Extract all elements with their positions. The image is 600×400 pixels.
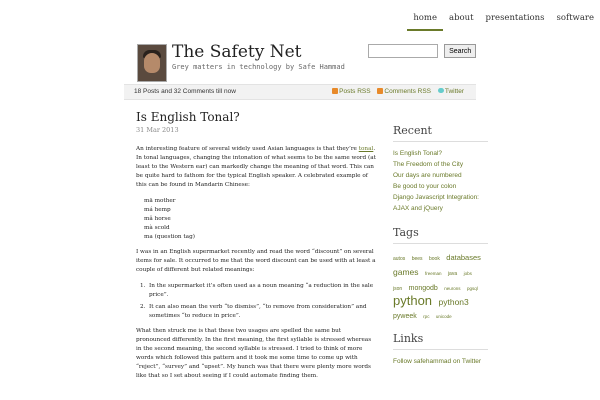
list-item: ma (question tag) bbox=[144, 234, 195, 240]
recent-heading: Recent bbox=[393, 124, 432, 137]
post-paragraph: What then struck me is that these two usages are spelled the same but pronounced differently. In the first meaning, the first syllable is stressed whereas in the second meaning, the second syllable is stressed. I tried to think of more words which followed this pattern and it took me some time to come up with “reject”, “survey” and “upset”. My hunch was that there were plenty more words like that so I set about seeing if I could automate finding them. bbox=[136, 328, 372, 379]
divider bbox=[393, 349, 488, 350]
tag-link[interactable]: json bbox=[393, 286, 403, 292]
recent-post-link[interactable]: The Freedom of the City bbox=[393, 161, 464, 168]
tag-link[interactable]: autos bbox=[393, 256, 406, 262]
list-item: 2. It can also mean the verb “to dismiss”, “to remove from consideration” and sometimes “to reduce in price”. bbox=[140, 304, 367, 319]
nav-software[interactable]: software bbox=[556, 13, 594, 23]
blog-post bbox=[136, 110, 376, 388]
tag-link[interactable]: python bbox=[393, 293, 433, 308]
tag-link[interactable]: rpc bbox=[423, 314, 430, 319]
twitter-icon bbox=[438, 88, 444, 93]
post-comment-count: 18 Posts and 32 Comments till now bbox=[134, 88, 236, 95]
recent-post-link[interactable]: Our days are numbered bbox=[393, 172, 462, 179]
divider bbox=[393, 141, 488, 142]
search-input[interactable] bbox=[368, 44, 438, 58]
tag-link[interactable]: mongodb bbox=[408, 285, 438, 292]
sidebar bbox=[393, 124, 488, 368]
links-list bbox=[393, 356, 488, 368]
tag-link[interactable]: unicode bbox=[435, 314, 452, 319]
site-tagline: Grey matters in technology by Safe Hammad bbox=[172, 63, 345, 71]
recent-post-link[interactable]: Be good to your colon bbox=[393, 183, 457, 190]
post-paragraph: I was in an English supermarket recently and read the word “discount” on several items for sale. It occurred to me that the word discount can be used with at least a couple of different but related meanings: bbox=[136, 249, 376, 273]
post-body bbox=[136, 145, 376, 381]
tag-cloud bbox=[393, 250, 488, 322]
list-item: má hemp bbox=[144, 207, 171, 213]
rss-icon bbox=[332, 88, 338, 94]
search-form bbox=[368, 44, 476, 63]
meaning-list bbox=[136, 282, 376, 321]
list-item: mà scold bbox=[144, 225, 170, 231]
tag-link[interactable]: pgsql bbox=[467, 286, 478, 291]
mandarin-word-list bbox=[144, 197, 376, 242]
tag-link[interactable]: python3 bbox=[438, 297, 469, 307]
tag-link[interactable]: jobs bbox=[463, 271, 472, 276]
search-button[interactable]: Search bbox=[444, 44, 476, 58]
links-heading: Links bbox=[393, 332, 424, 345]
tag-link[interactable]: bees bbox=[411, 256, 423, 262]
recent-post-link[interactable]: Django Javascript Integration: AJAX and jQuery bbox=[393, 194, 479, 212]
feed-links bbox=[327, 88, 464, 95]
posts-rss-link[interactable]: Posts RSS bbox=[332, 88, 370, 95]
tag-link[interactable]: games bbox=[393, 267, 419, 277]
post-date: 31 Mar 2013 bbox=[136, 126, 179, 134]
post-title[interactable]: Is English Tonal? bbox=[136, 110, 240, 124]
tag-link[interactable]: pyweek bbox=[393, 313, 417, 320]
list-item: mǎ horse bbox=[144, 216, 171, 222]
post-paragraph: An interesting feature of several widely used Asian languages is that they’re tonal. In tonal languages, changing the intonation of what seems to be the same word (at least to the Western ear) can markedly change the meaning of that word. This can be quite hard to fathom for the typical English speaker. A celebrated example of this can be found in Mandarin Chinese: bbox=[136, 146, 376, 188]
nav-about[interactable]: about bbox=[449, 13, 474, 23]
nav-home[interactable]: home bbox=[407, 11, 443, 31]
list-item: 1. In the supermarket it’s often used as a noun meaning “a reduction in the sale price”. bbox=[140, 283, 374, 298]
recent-posts-list bbox=[393, 148, 488, 214]
nav-presentations[interactable]: presentations bbox=[485, 13, 545, 23]
tag-link[interactable]: java bbox=[447, 271, 458, 277]
tags-heading: Tags bbox=[393, 226, 419, 239]
tag-link[interactable]: book bbox=[428, 256, 440, 262]
site-title[interactable]: The Safety Net bbox=[172, 42, 302, 62]
rss-icon bbox=[377, 88, 383, 94]
list-item: mā mother bbox=[144, 198, 176, 204]
tag-link[interactable]: neurons bbox=[444, 286, 461, 291]
divider bbox=[393, 243, 488, 244]
tag-link[interactable]: databases bbox=[446, 253, 481, 262]
twitter-link[interactable]: Twitter bbox=[438, 88, 464, 95]
recent-post-link[interactable]: Is English Tonal? bbox=[393, 150, 443, 157]
stats-bar bbox=[124, 84, 476, 100]
tonal-link[interactable]: tonal bbox=[358, 146, 374, 152]
top-navigation bbox=[407, 11, 600, 31]
avatar bbox=[137, 44, 167, 82]
tag-link[interactable]: freeman bbox=[424, 271, 442, 276]
follow-twitter-link[interactable]: Follow safehammad on Twitter bbox=[393, 358, 482, 365]
comments-rss-link[interactable]: Comments RSS bbox=[377, 88, 431, 95]
